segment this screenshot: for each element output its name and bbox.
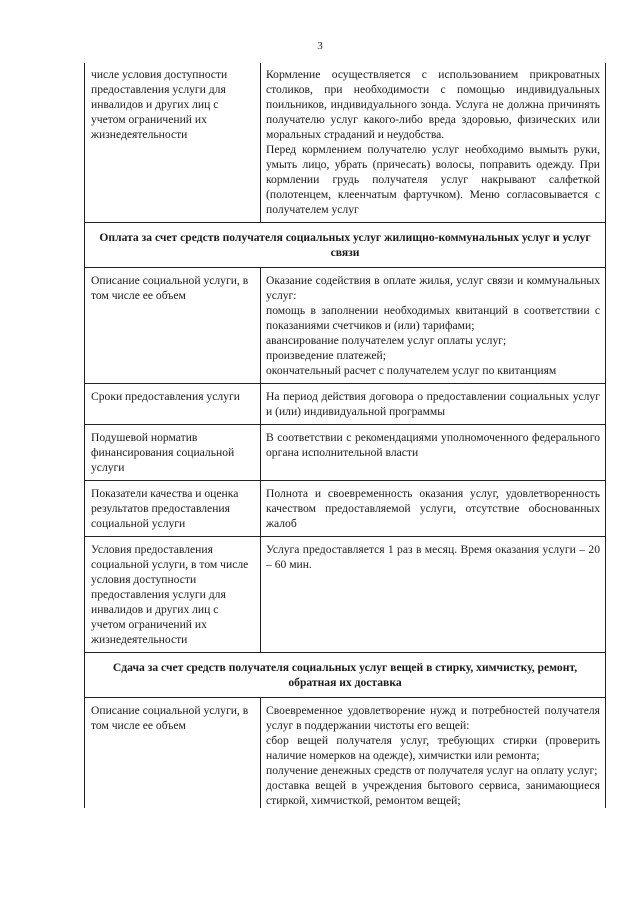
table-row <box>85 425 606 481</box>
content-line: получение денежных средств от получателя услуг на оплату услуг; <box>266 764 598 777</box>
row-label: Условия предоставления социальной услуги, в том числе условия доступности предоставления услуги для инвалидов и других лиц с учетом ограничений их жизнедеятельности <box>85 537 261 653</box>
table-row <box>85 537 606 653</box>
content-line: помощь в заполнении необходимых квитанций в соответствии с показаниями счетчиков и (или) тарифами; <box>266 304 600 332</box>
table-row <box>85 268 606 384</box>
row-content <box>261 268 606 384</box>
table-row <box>85 384 606 425</box>
section-header-row <box>85 223 606 268</box>
row-content <box>261 425 606 481</box>
table-row <box>85 698 606 809</box>
content-line: В соответствии с рекомендациями уполномоченного федерального органа исполнительной власти <box>266 431 600 459</box>
content-line: Кормление осуществляется с использованием прикроватных столиков, при необходимости с помощью индивидуальных поильников, индивидуального зонда. Услуга не должна причинять получателю услуг какого-либо вреда здоровью, физических или моральных страданий и неудобства. <box>266 68 600 141</box>
content-line: доставка вещей в учреждения бытового сервиса, занимающиеся стиркой, химчисткой, ремонтом вещей; <box>266 779 600 807</box>
section-header-row <box>85 653 606 698</box>
content-line: Перед кормлением получателю услуг необходимо вымыть руки, умыть лицо, убрать (причесать) волосы, поправить одежду. При кормлении грудь получателя услуг накрывают салфеткой (полотенцем, клеенчатым фартучком). Меню согласовывается с получателем услуг <box>266 143 600 216</box>
row-content <box>261 384 606 425</box>
content-line: Оказание содействия в оплате жилья, услуг связи и коммунальных услуг: <box>266 274 600 302</box>
row-label: Описание социальной услуги, в том числе ее объем <box>85 698 261 809</box>
row-content <box>261 63 606 223</box>
table-row <box>85 63 606 223</box>
row-label: числе условия доступности предоставления услуги для инвалидов и других лиц с учетом ограничений их жизнедеятельности <box>85 63 261 223</box>
section-heading: Оплата за счет средств получателя социальных услуг жилищно-коммунальных услуг и услуг связи <box>85 223 606 268</box>
content-line: Своевременное удовлетворение нужд и потребностей получателя услуг в поддержании чистоты его вещей: <box>266 704 600 732</box>
table-row <box>85 481 606 537</box>
content-line: сбор вещей получателя услуг, требующих стирки (проверить наличие номерков на одежде), химчистки или ремонта; <box>266 734 600 762</box>
content-line: Услуга предоставляется 1 раз в месяц. Время оказания услуги – 20 – 60 мин. <box>266 543 600 571</box>
row-label: Сроки предоставления услуги <box>85 384 261 425</box>
content-line: Полнота и своевременность оказания услуг, удовлетворенность качеством предоставляемой услуги, отсутствие обоснованных жалоб <box>266 487 600 530</box>
content-line: произведение платежей; <box>266 349 386 362</box>
row-content <box>261 698 606 809</box>
content-line: авансирование получателем услуг оплаты услуг; <box>266 334 507 347</box>
row-content <box>261 481 606 537</box>
row-label: Описание социальной услуги, в том числе ее объем <box>85 268 261 384</box>
page-number: 3 <box>317 40 323 52</box>
services-table <box>84 63 606 808</box>
section-heading: Сдача за счет средств получателя социальных услуг вещей в стирку, химчистку, ремонт, обратная их доставка <box>85 653 606 698</box>
row-label: Подушевой норматив финансирования социальной услуги <box>85 425 261 481</box>
row-content <box>261 537 606 653</box>
content-line: окончательный расчет с получателем услуг по квитанциям <box>266 364 557 377</box>
content-line: На период действия договора о предоставлении социальных услуг и (или) индивидуальной программы <box>266 390 600 418</box>
row-label: Показатели качества и оценка результатов предоставления социальной услуги <box>85 481 261 537</box>
